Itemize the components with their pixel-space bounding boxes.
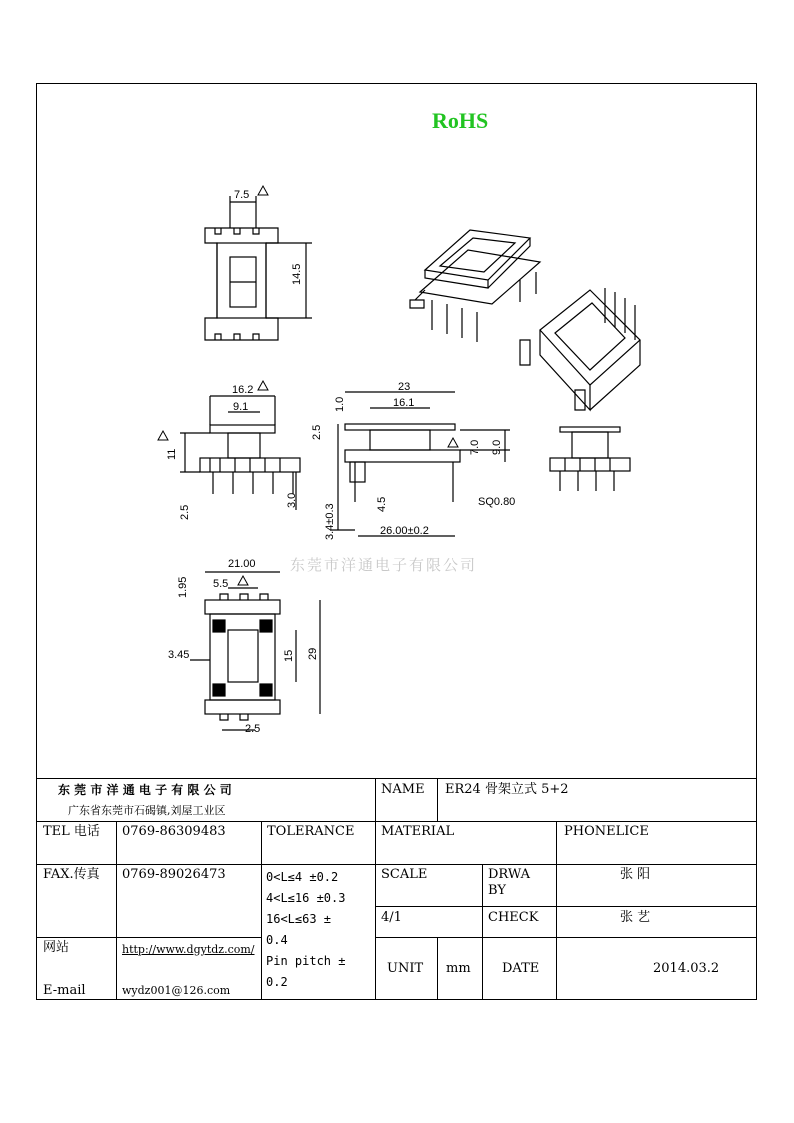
- company-watermark: 东莞市洋通电子有限公司: [290, 556, 478, 574]
- isometric-view-2: [520, 288, 640, 410]
- side-view: [330, 392, 510, 536]
- dim-front-width: 16.2: [232, 384, 254, 396]
- divider: [36, 937, 261, 938]
- warning-triangle-icon: [258, 381, 268, 390]
- divider: [36, 821, 757, 822]
- divider: [116, 821, 117, 1000]
- email-value: wydz001@126.com: [122, 984, 231, 997]
- check-value: 张 艺: [620, 910, 651, 925]
- rohs-label: RoHS: [432, 108, 489, 133]
- divider: [437, 937, 438, 1000]
- tolerance-line: Pin pitch ±: [266, 954, 346, 968]
- divider: [36, 778, 757, 779]
- divider: [375, 778, 376, 1000]
- drawn-by-label-line1: DRWA: [488, 867, 531, 882]
- front-view: [180, 396, 300, 510]
- dim-bottom-pitch: 2.5: [245, 723, 261, 735]
- dim-side-span: 26.00±0.2: [380, 525, 429, 537]
- dim-front-pin-len: 3.0: [286, 492, 298, 508]
- divider: [36, 864, 757, 865]
- unit-label: UNIT: [387, 961, 424, 976]
- fax-value: 0769-89026473: [122, 867, 226, 882]
- unit-value: mm: [446, 961, 471, 976]
- dim-side-step: 2.5: [311, 424, 323, 440]
- tolerance-line: 16<L≤63 ±: [266, 912, 332, 926]
- material-value: PHONELICE: [564, 824, 649, 839]
- dim-bottom-width: 21.00: [228, 558, 256, 570]
- dim-front-height: 11: [166, 448, 178, 460]
- divider: [375, 937, 757, 938]
- name-value: ER24 骨架立式 5+2: [445, 782, 569, 797]
- tel-value: 0769-86309483: [122, 824, 226, 839]
- bottom-view: [190, 572, 320, 730]
- dim-bottom-h1: 15: [283, 649, 295, 662]
- divider: [437, 778, 438, 821]
- tolerance-line: 0.2: [266, 975, 288, 989]
- check-label: CHECK: [488, 910, 539, 925]
- dim-bottom-top: 1.95: [177, 576, 189, 598]
- divider: [261, 821, 262, 1000]
- dim-bottom-inner: 5.5: [213, 578, 229, 590]
- website-link[interactable]: http://www.dgytdz.com/: [122, 943, 255, 956]
- dim-front-pin-offset: 2.5: [179, 504, 191, 520]
- tolerance-values: [266, 867, 345, 993]
- tolerance-line: 0.4: [266, 933, 288, 947]
- material-label: MATERIAL: [381, 824, 455, 839]
- website-label: 网站: [43, 940, 70, 955]
- divider: [482, 864, 483, 1000]
- warning-triangle-icon: [258, 186, 268, 195]
- end-view: [550, 427, 630, 491]
- dim-front-inner: 9.1: [233, 401, 249, 413]
- tolerance-line: 0<L≤4 ±0.2: [266, 870, 339, 884]
- scale-label: SCALE: [381, 867, 428, 882]
- date-label: DATE: [502, 961, 540, 976]
- dim-pin-square: SQ0.80: [478, 496, 516, 508]
- dim-top-width: 7.5: [234, 189, 250, 201]
- warning-triangle-icon: [448, 438, 458, 447]
- tolerance-label: TOLERANCE: [267, 824, 355, 839]
- company-name: 东 莞 市 洋 通 电 子 有 限 公 司: [58, 783, 232, 797]
- scale-value: 4/1: [381, 910, 402, 925]
- warning-triangle-icon: [238, 576, 248, 585]
- drawn-by-label: [488, 867, 530, 899]
- tolerance-line: 4<L≤16 ±0.3: [266, 891, 346, 905]
- date-value: 2014.03.2: [653, 961, 720, 976]
- dim-side-h1: 7.0: [469, 439, 481, 455]
- dim-side-h2: 9.0: [491, 439, 503, 455]
- divider: [556, 821, 557, 1000]
- dim-top-height: 14.5: [291, 263, 303, 285]
- tel-label: TEL 电话: [43, 824, 100, 839]
- dim-bottom-h2: 29: [307, 647, 319, 660]
- dim-side-pin-total: 3.4±0.3: [324, 503, 336, 540]
- isometric-view-1: [410, 230, 540, 342]
- company-address: 广东省东莞市石碣镇,刘屋工业区: [68, 804, 226, 817]
- email-label: E-mail: [43, 983, 86, 998]
- dim-side-pin: 4.5: [376, 496, 388, 512]
- fax-label: FAX.传真: [43, 867, 100, 882]
- dim-side-inner: 16.1: [393, 397, 415, 409]
- drawn-by-value: 张 阳: [620, 867, 651, 882]
- dim-side-width: 23: [398, 381, 411, 393]
- dim-side-top: 1.0: [334, 396, 346, 412]
- divider: [375, 906, 757, 907]
- drawn-by-label-line2: BY: [488, 883, 506, 898]
- name-label: NAME: [381, 782, 425, 797]
- dim-bottom-side: 3.45: [168, 649, 190, 661]
- warning-triangle-icon: [158, 431, 168, 440]
